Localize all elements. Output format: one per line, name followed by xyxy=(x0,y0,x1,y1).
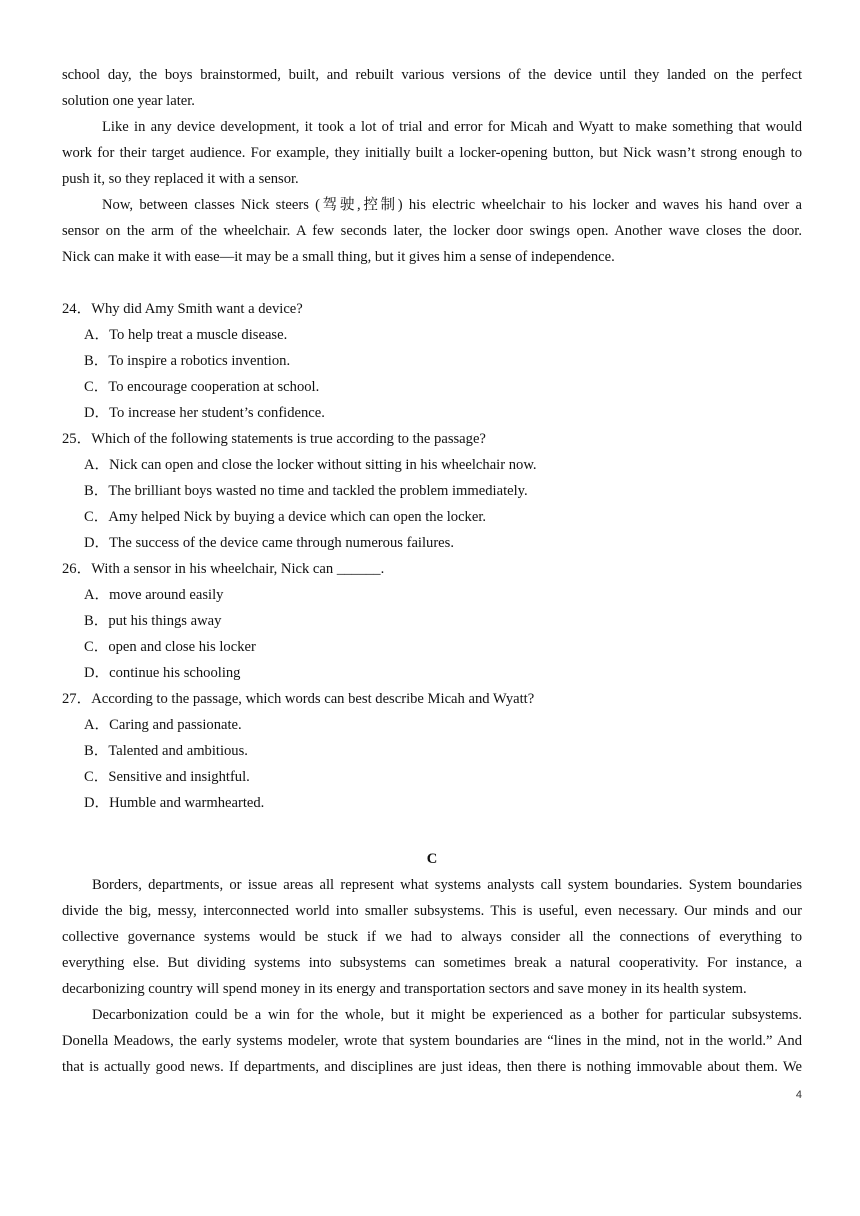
passage-c xyxy=(62,846,802,1080)
option-b: B．Talented and ambitious. xyxy=(84,743,248,759)
text-line: collective governance systems would be stuck if we had to always consider all the connections of everything to xyxy=(62,929,802,945)
option-c: C．Amy helped Nick by buying a device which can open the locker. xyxy=(84,509,487,525)
question-list xyxy=(62,296,802,816)
text-line: Donella Meadows, the early systems modeler, wrote that system boundaries are “lines in the mind, not in the world.” And xyxy=(62,1033,802,1049)
text-line: work for their target audience. For example, they initially built a locker-opening button, but Nick wasn’t strong enough to xyxy=(62,145,802,161)
text-line: Borders, departments, or issue areas all represent what systems analysts call system boundaries. System boundaries xyxy=(92,877,802,893)
option-b: B．put his things away xyxy=(84,613,222,629)
text-line: Decarbonization could be a win for the whole, but it might be experienced as a bother for particular subsystems. xyxy=(92,1007,802,1023)
option-b: B．To inspire a robotics invention. xyxy=(84,353,291,369)
passage-b-paragraph-2 xyxy=(62,114,802,192)
page-number: 4 xyxy=(795,1089,802,1101)
question-26 xyxy=(62,556,802,686)
question-24 xyxy=(62,296,802,426)
option-a: A．Caring and passionate. xyxy=(84,717,242,733)
passage-b-paragraph-1 xyxy=(62,62,802,114)
option-a: A．To help treat a muscle disease. xyxy=(84,327,288,343)
question-27 xyxy=(62,686,802,816)
option-c: C．To encourage cooperation at school. xyxy=(84,379,320,395)
question-stem: 27．According to the passage, which words can best describe Micah and Wyatt? xyxy=(62,691,535,707)
text-line: solution one year later. xyxy=(62,93,195,109)
option-d: D．To increase her student’s confidence. xyxy=(84,405,325,421)
option-d: D．Humble and warmhearted. xyxy=(84,795,265,811)
question-stem: 25．Which of the following statements is true according to the passage? xyxy=(62,431,486,447)
passage-c-paragraph-2 xyxy=(62,1002,802,1080)
text-line: school day, the boys brainstormed, built, and rebuilt various versions of the device until they landed on the perfect xyxy=(62,67,802,83)
text-line: push it, so they replaced it with a sensor. xyxy=(62,171,299,187)
text-line: decarbonizing country will spend money in its energy and transportation sectors and save money in its health system. xyxy=(62,981,747,997)
passage-b-continued xyxy=(62,62,802,270)
text-line: Like in any device development, it took a lot of trial and error for Micah and Wyatt to make something that would xyxy=(102,119,802,135)
passage-b-paragraph-3 xyxy=(62,192,802,270)
text-line: that is actually good news. If departments, and disciplines are just ideas, then there is nothing immovable about them. We xyxy=(62,1059,802,1075)
section-title: C xyxy=(426,851,438,867)
question-25 xyxy=(62,426,802,556)
question-stem: 26．With a sensor in his wheelchair, Nick can ______. xyxy=(62,561,385,577)
option-a: A．move around easily xyxy=(84,587,224,603)
text-line: everything else. But dividing systems into subsystems can sometimes break a natural cooperativity. For instance, a xyxy=(62,955,802,971)
option-c: C．open and close his locker xyxy=(84,639,256,655)
option-a: A．Nick can open and close the locker without sitting in his wheelchair now. xyxy=(84,457,537,473)
text-line: Nick can make it with ease—it may be a small thing, but it gives him a sense of independence. xyxy=(62,249,615,265)
option-c: C．Sensitive and insightful. xyxy=(84,769,250,785)
passage-c-paragraph-1 xyxy=(62,872,802,1002)
text-line: divide the big, messy, interconnected world into smaller subsystems. This is useful, even necessary. Our minds and our xyxy=(62,903,802,919)
text-line: sensor on the arm of the wheelchair. A few seconds later, the locker door swings open. Another wave closes the door. xyxy=(62,223,802,239)
question-stem: 24．Why did Amy Smith want a device? xyxy=(62,301,303,317)
option-d: D．The success of the device came through numerous failures. xyxy=(84,535,454,551)
option-d: D．continue his schooling xyxy=(84,665,241,681)
document-page xyxy=(62,62,802,1080)
text-line: Now, between classes Nick steers (驾驶,控制) his electric wheelchair to his locker and waves his hand over a xyxy=(102,197,802,213)
option-b: B．The brilliant boys wasted no time and tackled the problem immediately. xyxy=(84,483,528,499)
